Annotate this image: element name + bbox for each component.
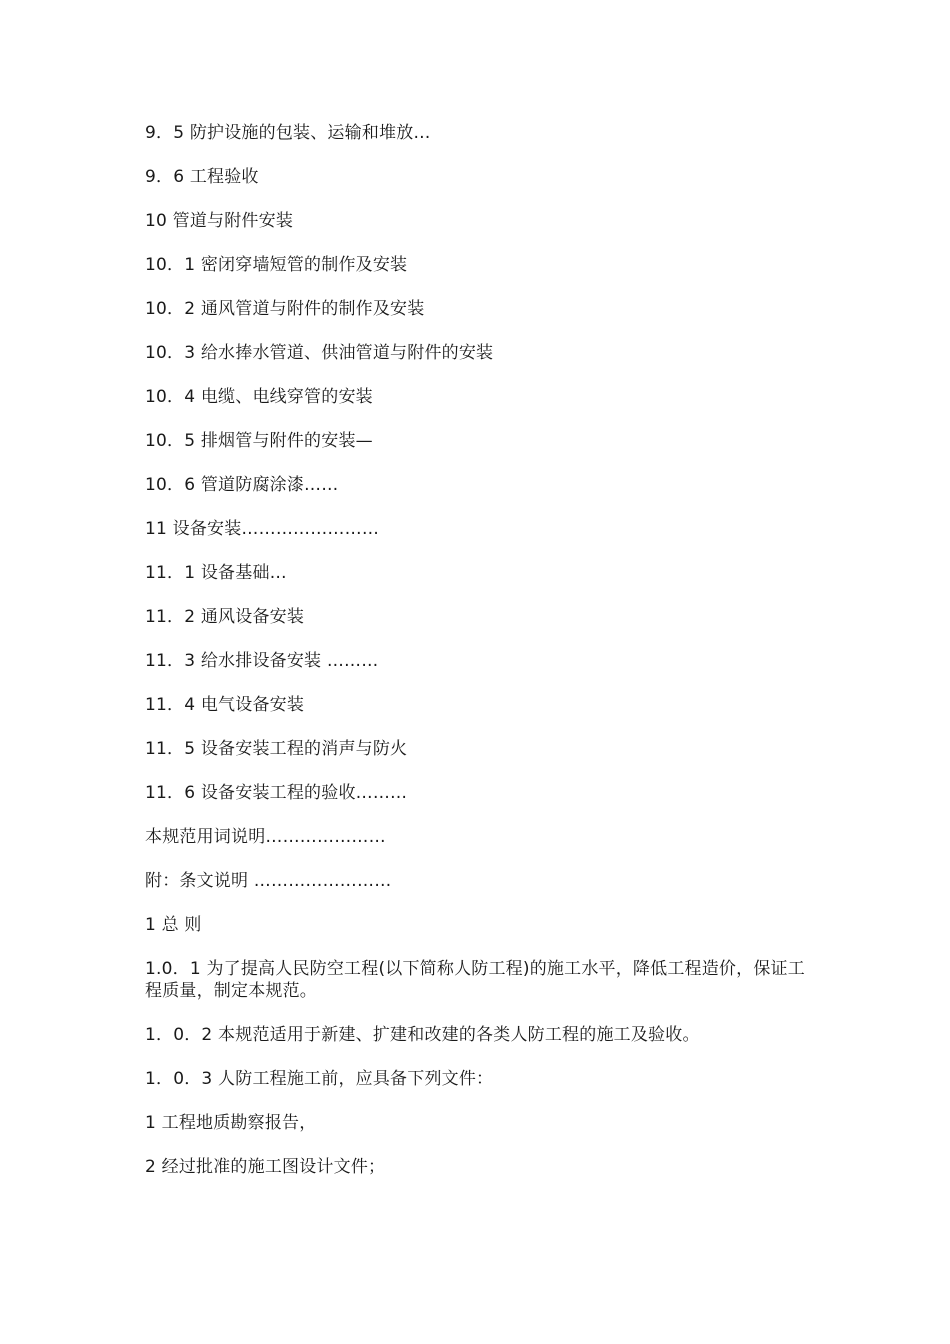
toc-item: 10．1 密闭穿墙短管的制作及安装 bbox=[145, 255, 408, 275]
toc-item: 10．6 管道防腐涂漆…… bbox=[145, 475, 339, 495]
toc-item: 10．4 电缆、电线穿管的安装 bbox=[145, 387, 373, 407]
section-heading: 1 总 则 bbox=[145, 915, 202, 935]
toc-item: 11．3 给水排设备安装 ……… bbox=[145, 651, 379, 671]
toc-item: 11 设备安装…………………… bbox=[145, 519, 380, 539]
toc-item: 11．1 设备基础… bbox=[145, 563, 287, 583]
toc-item: 10 管道与附件安装 bbox=[145, 211, 294, 231]
toc-item: 10．2 通风管道与附件的制作及安装 bbox=[145, 299, 425, 319]
toc-item: 11．6 设备安装工程的验收……… bbox=[145, 783, 408, 803]
clause-paragraph: 1.0．1 为了提高人民防空工程(以下简称人防工程)的施工水平，降低工程造价，保证工程质量，制定本规范。 bbox=[145, 959, 805, 1001]
toc-item: 11．4 电气设备安装 bbox=[145, 695, 305, 715]
document-body bbox=[145, 122, 815, 1200]
toc-item: 10．3 给水捧水管道、供油管道与附件的安装 bbox=[145, 343, 494, 363]
list-item: 2 经过批准的施工图设计文件； bbox=[145, 1157, 386, 1177]
toc-item: 11．5 设备安装工程的消声与防火 bbox=[145, 739, 408, 759]
toc-item: 9．6 工程验收 bbox=[145, 167, 259, 187]
toc-item: 附：条文说明 …………………… bbox=[145, 871, 392, 891]
toc-item: 11．2 通风设备安装 bbox=[145, 607, 305, 627]
list-item: 1 工程地质勘察报告， bbox=[145, 1113, 317, 1133]
clause-paragraph: 1．0．2 本规范适用于新建、扩建和改建的各类人防工程的施工及验收。 bbox=[145, 1025, 700, 1045]
toc-item: 9．5 防护设施的包装、运输和堆放… bbox=[145, 123, 431, 143]
toc-item: 本规范用词说明………………… bbox=[145, 827, 386, 847]
toc-item: 10．5 排烟管与附件的安装— bbox=[145, 431, 373, 451]
clause-paragraph: 1．0．3 人防工程施工前，应具备下列文件： bbox=[145, 1069, 494, 1089]
